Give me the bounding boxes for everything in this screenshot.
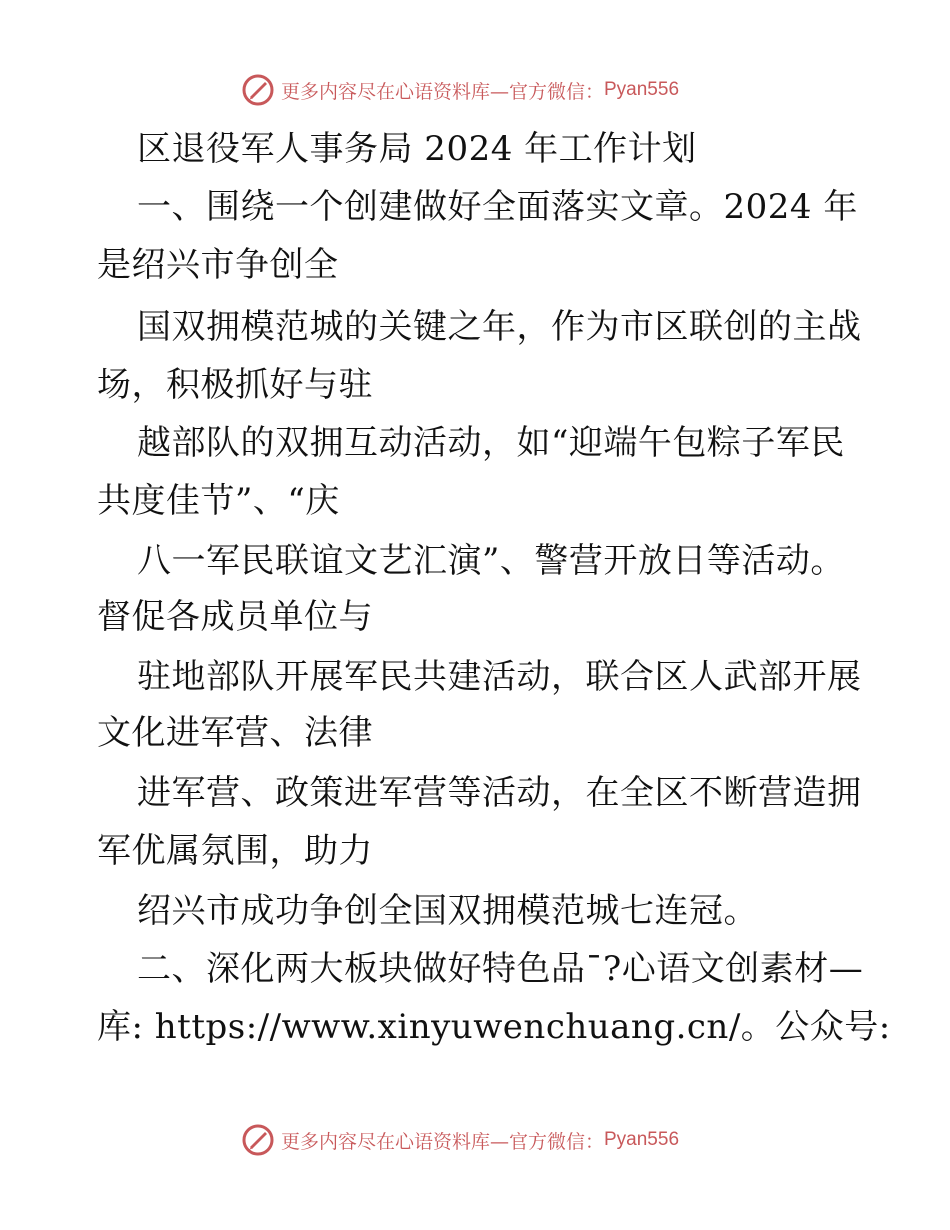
text-line: 进军营、政策进军营等活动，在全区不断营造拥 [137, 773, 862, 813]
watermark-text: 更多内容尽在心语资料库—官方微信： [280, 80, 604, 103]
text-line: 驻地部队开展军民共建活动，联合区人武部开展 [137, 657, 862, 697]
footer-watermark [0, 1120, 950, 1160]
text-line: 是绍兴市争创全 [97, 245, 339, 285]
watermark-text: 更多内容尽在心语资料库—官方微信： [280, 1130, 604, 1153]
text-line: 场，积极抓好与驻 [97, 365, 373, 405]
text-line: 二、深化两大板块做好特色品¯?心语文创素材— [137, 949, 864, 989]
watermark-wechat-id: Pyan556 [604, 79, 680, 100]
text-line: 绍兴市成功争创全国双拥模范城七连冠。 [137, 891, 758, 931]
text-line: 八一军民联谊文艺汇演”、警营开放日等活动。 [137, 541, 845, 581]
document-title: 区退役军人事务局 2024 年工作计划 [137, 129, 697, 169]
quill-seal-icon [241, 73, 275, 107]
text-line: 共度佳节”、“庆 [97, 481, 340, 521]
text-line: 一、围绕一个创建做好全面落实文章。2024 年 [137, 187, 858, 227]
text-line: 越部队的双拥互动活动，如“迎端午包粽子军民 [137, 423, 845, 463]
header-watermark [0, 70, 950, 110]
text-line: 文化进军营、法律 [97, 713, 373, 753]
text-line: 督促各成员单位与 [97, 597, 373, 637]
quill-seal-icon [241, 1123, 275, 1157]
text-line: 库: https://www.xinyuwenchuang.cn/。公众号: [97, 1007, 891, 1047]
watermark-wechat-id: Pyan556 [604, 1129, 680, 1150]
text-line: 国双拥模范城的关键之年，作为市区联创的主战 [137, 307, 862, 347]
text-line: 军优属氛围，助力 [97, 831, 373, 871]
